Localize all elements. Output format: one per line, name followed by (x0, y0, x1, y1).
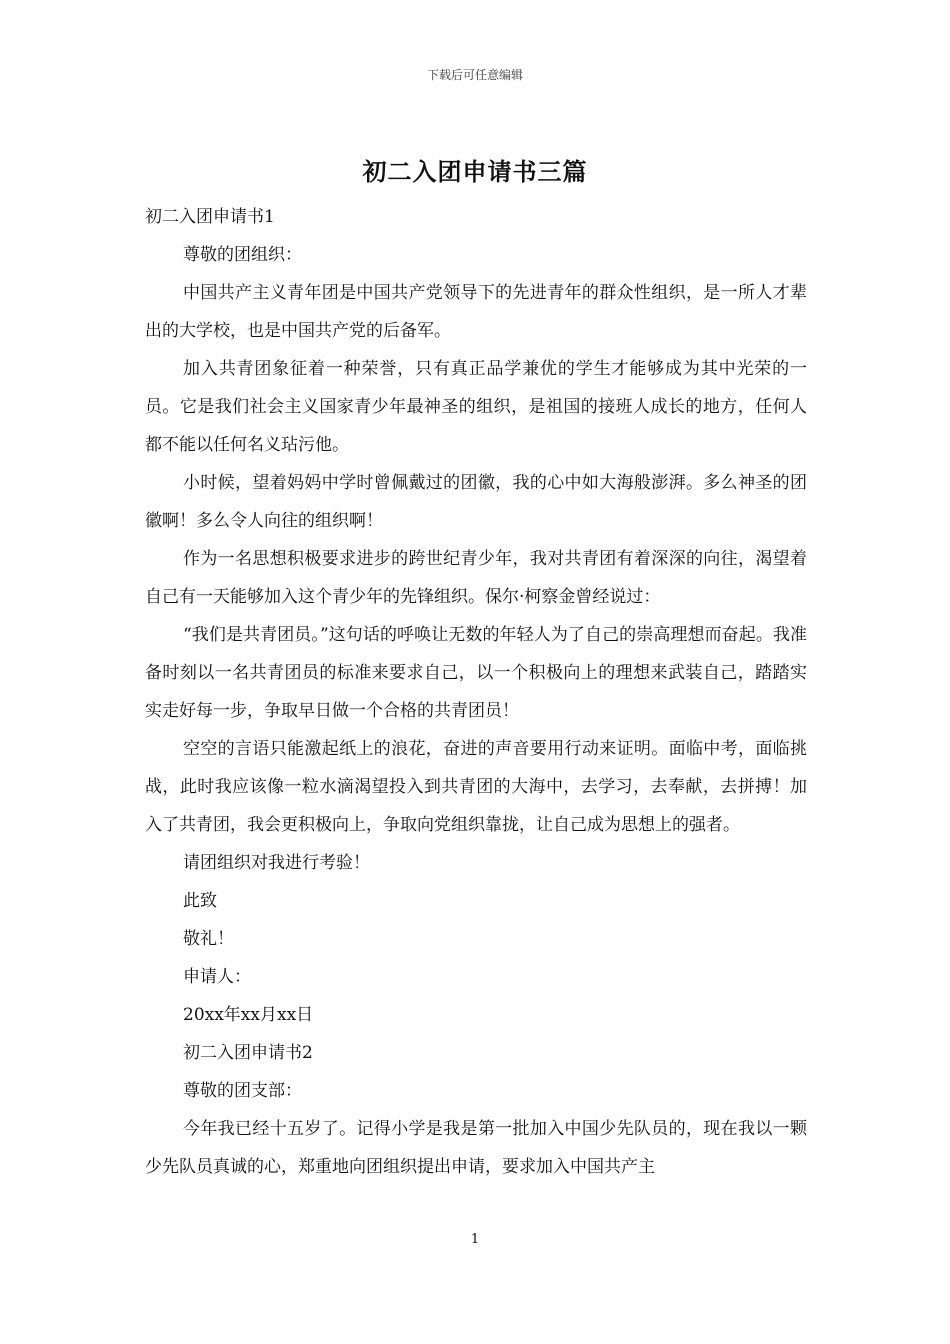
body-paragraph: “我们是共青团员。”这句话的呼唤让无数的年轻人为了自己的崇高理想而奋起。我准备时刻以一名共青团员的标准来要求自己，以一个积极向上的理想来武装自己，踏踏实实走好每一步，争取早日做一个合格的共青团员！ (145, 625, 807, 721)
body-paragraph: 作为一名思想积极要求进步的跨世纪青少年，我对共青团有着深深的向往，渴望着自己有一天能够加入这个青少年的先锋组织。保尔·柯察金曾经说过： (145, 549, 807, 607)
page-title: 初二入团申请书三篇 (362, 157, 588, 186)
salutation-2: 尊敬的团支部： (183, 1081, 302, 1101)
page-number: 1 (470, 1232, 480, 1247)
date-line: 20xx年xx月xx日 (183, 1005, 314, 1025)
salutation-1: 尊敬的团组织： (183, 245, 302, 265)
body-paragraph: 空空的言语只能激起纸上的浪花，奋进的声音要用行动来证明。面临中考，面临挑战，此时我应该像一粒水滴渴望投入到共青团的大海中，去学习，去奉献，去拼搏！加入了共青团，我会更积极向上，争取向党组织靠拢，让自己成为思想上的强者。 (145, 739, 807, 835)
closing-jingli: 敬礼！ (183, 929, 234, 949)
header-note: 下载后可任意编辑 (426, 68, 523, 82)
section-heading-1: 初二入团申请书1 (145, 207, 275, 227)
body-paragraph: 小时候，望着妈妈中学时曾佩戴过的团徽，我的心中如大海般澎湃。多么神圣的团徽啊！多么令人向往的组织啊！ (145, 473, 807, 531)
applicant-label: 申请人： (183, 967, 251, 987)
body-paragraph: 今年我已经十五岁了。记得小学是我是第一批加入中国少先队员的，现在我以一颗少先队员真诚的心，郑重地向团组织提出申请，要求加入中国共产主 (145, 1119, 807, 1177)
closing-cizhi: 此致 (183, 891, 217, 911)
body-paragraph: 加入共青团象征着一种荣誉，只有真正品学兼优的学生才能够成为其中光荣的一员。它是我们社会主义国家青少年最神圣的组织，是祖国的接班人成长的地方，任何人都不能以任何名义玷污他。 (145, 359, 807, 455)
section-heading-2: 初二入团申请书2 (183, 1043, 313, 1063)
body-paragraph: 中国共产主义青年团是中国共产党领导下的先进青年的群众性组织，是一所人才辈出的大学校，也是中国共产党的后备军。 (145, 283, 807, 341)
closing-request: 请团组织对我进行考验！ (183, 853, 370, 873)
document-body (145, 198, 807, 1186)
